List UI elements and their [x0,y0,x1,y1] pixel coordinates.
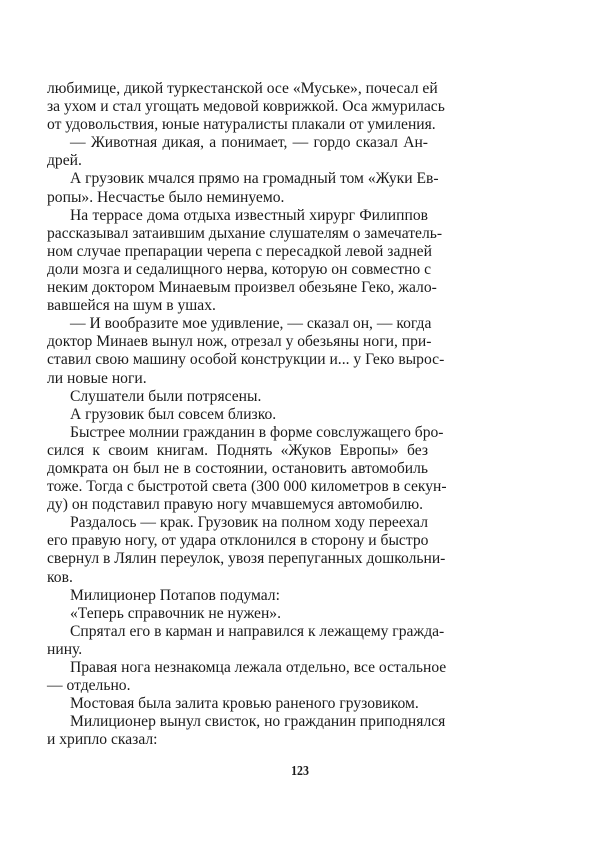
text-line: «Теперь справочник не нужен». [70,604,281,622]
paragraph [47,695,428,713]
text-line: На террасе дома отдыха известный хирург Филиппов [70,206,428,224]
paragraph [47,713,446,749]
text-line: А грузовик мчался прямо на громадный том «Жуки Ев- [70,170,439,188]
page-number: 123 [291,764,309,779]
paragraph [47,134,428,170]
text-line: — Животная дикая, а понимает, — гордо сказал Ан- [70,134,428,152]
text-line: свернул в Лялин переулок, увозя перепуганных дошкольни- [47,550,446,568]
text-line: — И вообразите мое удивление, — сказал он, — когда [70,315,432,333]
text-line: доктор Минаев вынул нож, отрезал у обезьяны ноги, при- [47,333,432,351]
text-line: ков. [47,568,73,586]
paragraph [47,80,445,134]
text-line: его правую ногу, от удара отклонился в сторону и быстро [47,532,429,550]
paragraph [47,605,428,623]
text-line: от удовольствия, юные натуралисты плакали от умиления. [47,116,436,134]
text-line: домкрата он был не в состоянии, остановить автомобиль [47,459,428,477]
text-line: сился к своим книгам. Поднять «Жуков Европы» без [47,441,428,459]
text-line: Слушатели были потрясены. [70,387,262,405]
paragraph [47,587,428,605]
paragraph [47,423,447,514]
text-line: Спрятал его в карман и направился к лежащему гражда- [70,622,445,640]
paragraph [47,406,428,424]
paragraph [47,622,445,659]
text-line: Правая нога незнакомца лежала отдельно, все остальное [70,659,447,676]
text-line: тоже. Тогда с быстротой света (300 000 километров в секун- [47,478,447,496]
text-line: рассказывал затаившим дыхание слушателям о замечатель- [47,224,443,242]
text-line: Милиционер вынул свисток, но гражданин приподнялся [70,713,446,731]
paragraph [47,659,447,695]
text-line: — отдельно. [47,677,131,695]
text-line: ставил свою машину особой конструкции и... у Геко вырос- [47,351,445,369]
paragraph [47,206,443,316]
text-line: Быстрее молнии гражданин в форме совслужащего бро- [70,423,444,441]
text-line: Раздалось — крак. Грузовик на полном ходу переехал [70,514,428,532]
text-line: нину. [47,640,83,658]
paragraph [47,388,428,406]
paragraph [47,315,445,387]
text-line: Милиционер Потапов подумал: [70,586,280,604]
text-line: дрей. [47,152,82,170]
text-line: ропы». Несчастье было неминуемо. [47,188,285,206]
text-line: вавшейся на шум в ушах. [47,297,216,315]
text-line: неким доктором Минаевым произвел обезьяне Геко, жало- [47,279,437,297]
text-line: и хрипло сказал: [47,731,158,749]
text-line: ли новые ноги. [47,369,147,387]
text-line: А грузовик был совсем близко. [70,405,277,423]
text-line: доли мозга и седалищного нерва, которую он совместно с [47,260,432,278]
text-line: любимице, дикой туркестанской осе «Муське», почесал ей [47,80,438,97]
text-line: ном случае препарации черепа с пересадкой левой задней [47,242,432,260]
paragraph [47,514,446,586]
text-line: за ухом и стал угощать медовой коврижкой. Оса жмурилась [47,98,445,116]
paragraph [47,170,439,206]
text-line: Мостовая была залита кровью раненого грузовиком. [70,695,419,713]
text-line: ду) он подставил правую ногу мчавшемуся автомобилю. [47,496,424,514]
book-page-text [47,80,447,749]
